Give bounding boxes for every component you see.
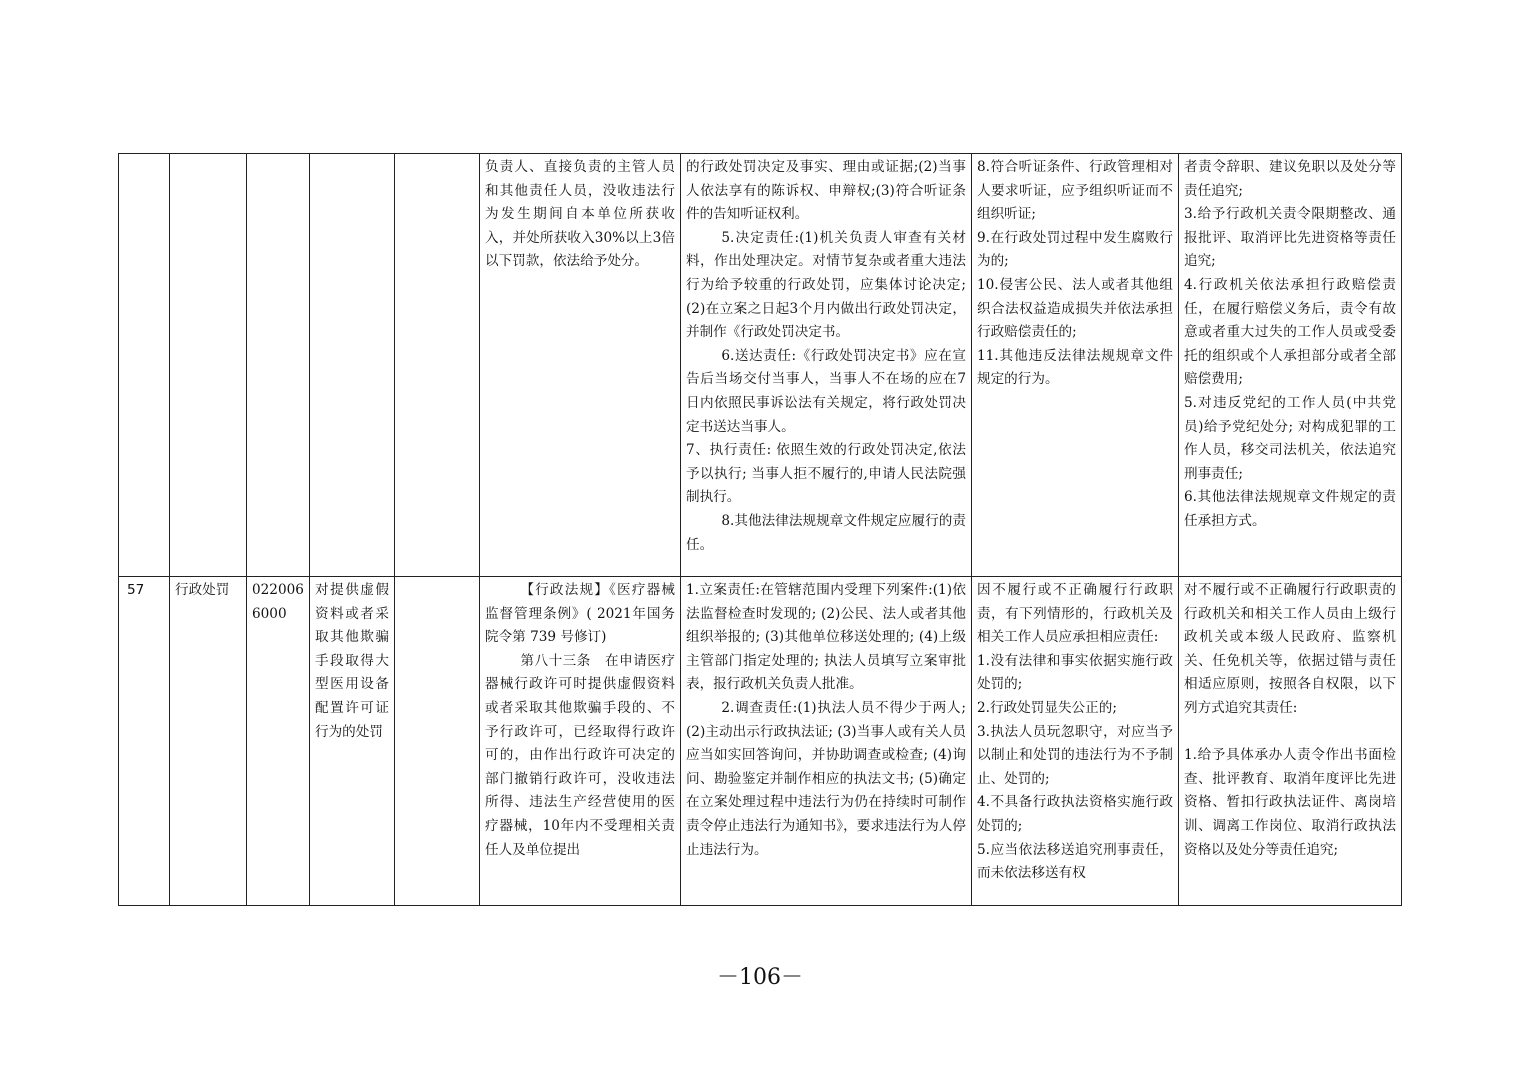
power-code-cell-text: 0220066000 (252, 582, 304, 622)
paragraph: 1.没有法律和事实依据实施行政处罚的; (977, 652, 1173, 693)
responsibility-cell (681, 577, 972, 906)
power-type-cell (170, 577, 247, 906)
legal-basis-cell (480, 154, 681, 577)
table-row (119, 577, 1402, 906)
paragraph: 5.对违反党纪的工作人员(中共党员)给予党纪处分; 对构成犯罪的工作人员，移交司法机关，依法追究刑事责任; (1184, 394, 1396, 482)
paragraph: 3.给予行政机关责令限期整改、通报批评、取消评比先进资格等责任追究; (1184, 206, 1396, 270)
row-number-cell (119, 577, 170, 906)
paragraph: 5.决定责任:(1)机关负责人审查有关材料，作出处理决定。对情节复杂或者重大违法行为给予较重的行政处罚，应集体讨论决定; (2)在立案之日起3个月内做出行政处罚决定，并制作《行政处罚决定书。 (686, 229, 971, 341)
paragraph: 7、执行责任: 依照生效的行政处罚决定,依法予以执行; 当事人拒不履行的,申请人民法院强制执行。 (686, 442, 966, 506)
paragraph: 4.行政机关依法承担行政赔偿责任，在履行赔偿义务后，责令有故意或者重大过失的工作人员或受委托的组织或个人承担部分或者全部赔偿费用; (1184, 276, 1396, 388)
power-code-cell (247, 577, 310, 906)
power-type-cell-text: 行政处罚 (175, 582, 230, 598)
page-number: －106－ (717, 965, 803, 990)
power-code-cell (247, 154, 310, 577)
paragraph: 6.其他法律法规规章文件规定的责任承担方式。 (1184, 489, 1396, 529)
item-name-cell (310, 154, 395, 577)
accountability-case-cell (972, 154, 1179, 577)
legal-basis-cell (480, 577, 681, 906)
table-row (119, 154, 1402, 577)
paragraph (1184, 721, 1396, 745)
paragraph: 对不履行或不正确履行行政职责的行政机关和相关工作人员由上级行政机关或本级人民政府、监察机关、任免机关等，依据过错与责任相适应原则，按照各自权限，以下列方式追究其责任: (1184, 582, 1396, 716)
accountability-case-cell (972, 577, 1179, 906)
paragraph: 2.行政处罚显失公正的; (977, 699, 1117, 716)
row-number-cell-text: 57 (127, 582, 145, 598)
paragraph: 负责人、直接负责的主管人员和其他责任人员，没收违法行为发生期间自本单位所获收入，并处所获收入30%以上3倍以下罚款，依法给予处分。 (485, 159, 675, 270)
paragraph: 4.不具备行政执法资格实施行政处罚的; (977, 794, 1173, 834)
power-list-table (118, 153, 1402, 906)
paragraph: 11.其他违反法律法规规章文件规定的行为。 (977, 347, 1173, 388)
paragraph: 1.给予具体承办人责令作出书面检查、批评教育、取消年度评比先进资格、暂扣行政执法证件、离岗培训、调离工作岗位、取消行政执法资格以及处分等责任追究; (1184, 747, 1396, 858)
item-name-cell-text: 对提供虚假资料或者采取其他欺骗手段取得大型医用设备配置许可证行为的处罚 (315, 582, 389, 740)
sub-item-cell (395, 154, 480, 577)
accountability-method-cell (1179, 154, 1402, 577)
paragraph: 2.调查责任:(1)执法人员不得少于两人;(2)主动出示行政执法证; (3)当事人或有关人员应当如实回答询问，并协助调查或检查; (4)询问、勘验鉴定并制作相应的执法文书; (5)确定在立案处理过程中违法行为仍在持续时可制作责令停止违法行为通知书》，要求违法行为人停止违法行为。 (686, 699, 966, 858)
paragraph: 9.在行政处罚过程中发生腐败行为的; (977, 229, 1173, 270)
paragraph: 6.送达责任:《行政处罚决定书》应在宣告后当场交付当事人，当事人不在场的应在7日内依照民事诉讼法有关规定，将行政处罚决定书送达当事人。 (686, 347, 966, 435)
paragraph: 1.立案责任:在管辖范围内受理下列案件:(1)依法监督检查时发现的; (2)公民、法人或者其他组织举报的; (3)其他单位移送处理的; (4)上级主管部门指定处理的; 执法人员填写立案审批表，报行政机关负责人批准。 (686, 582, 966, 693)
paragraph: 者责令辞职、建议免职以及处分等责任追究; (1184, 159, 1396, 199)
responsibility-cell (681, 154, 972, 577)
paragraph: 8.符合听证条件、行政管理相对人要求听证，应予组织听证而不组织听证; (977, 159, 1173, 223)
accountability-method-cell (1179, 577, 1402, 906)
paragraph: 因不履行或不正确履行行政职责，有下列情形的，行政机关及相关工作人员应承担相应责任: (977, 582, 1173, 646)
row-number-cell (119, 154, 170, 577)
paragraph: 3.执法人员玩忽职守，对应当予以制止和处罚的违法行为不予制止、处罚的; (977, 723, 1173, 787)
power-type-cell (170, 154, 247, 577)
paragraph: 【行政法规】《医疗器械监督管理条例》( 2021年国务院令第 739 号修订) (485, 582, 675, 646)
paragraph: 第八十三条 在申请医疗器械行政许可时提供虚假资料或者采取其他欺骗手段的、不予行政许可，已经取得行政许可的，由作出行政许可决定的部门撤销行政许可，没收违法所得、违法生产经营使用的医疗器械，10年内不受理相关责任人及单位提出 (485, 652, 675, 858)
paragraph: 的行政处罚决定及事实、理由或证据;(2)当事人依法享有的陈诉权、申辩权;(3)符合听证条件的告知听证权利。 (686, 159, 966, 223)
paragraph: 10.侵害公民、法人或者其他组织合法权益造成损失并依法承担行政赔偿责任的; (977, 276, 1173, 341)
paragraph: 5.应当依法移送追究刑事责任，而未依法移送有权 (977, 841, 1173, 882)
item-name-cell (310, 577, 395, 906)
paragraph: 8.其他法律法规规章文件规定应履行的责任。 (686, 512, 966, 553)
sub-item-cell (395, 577, 480, 906)
